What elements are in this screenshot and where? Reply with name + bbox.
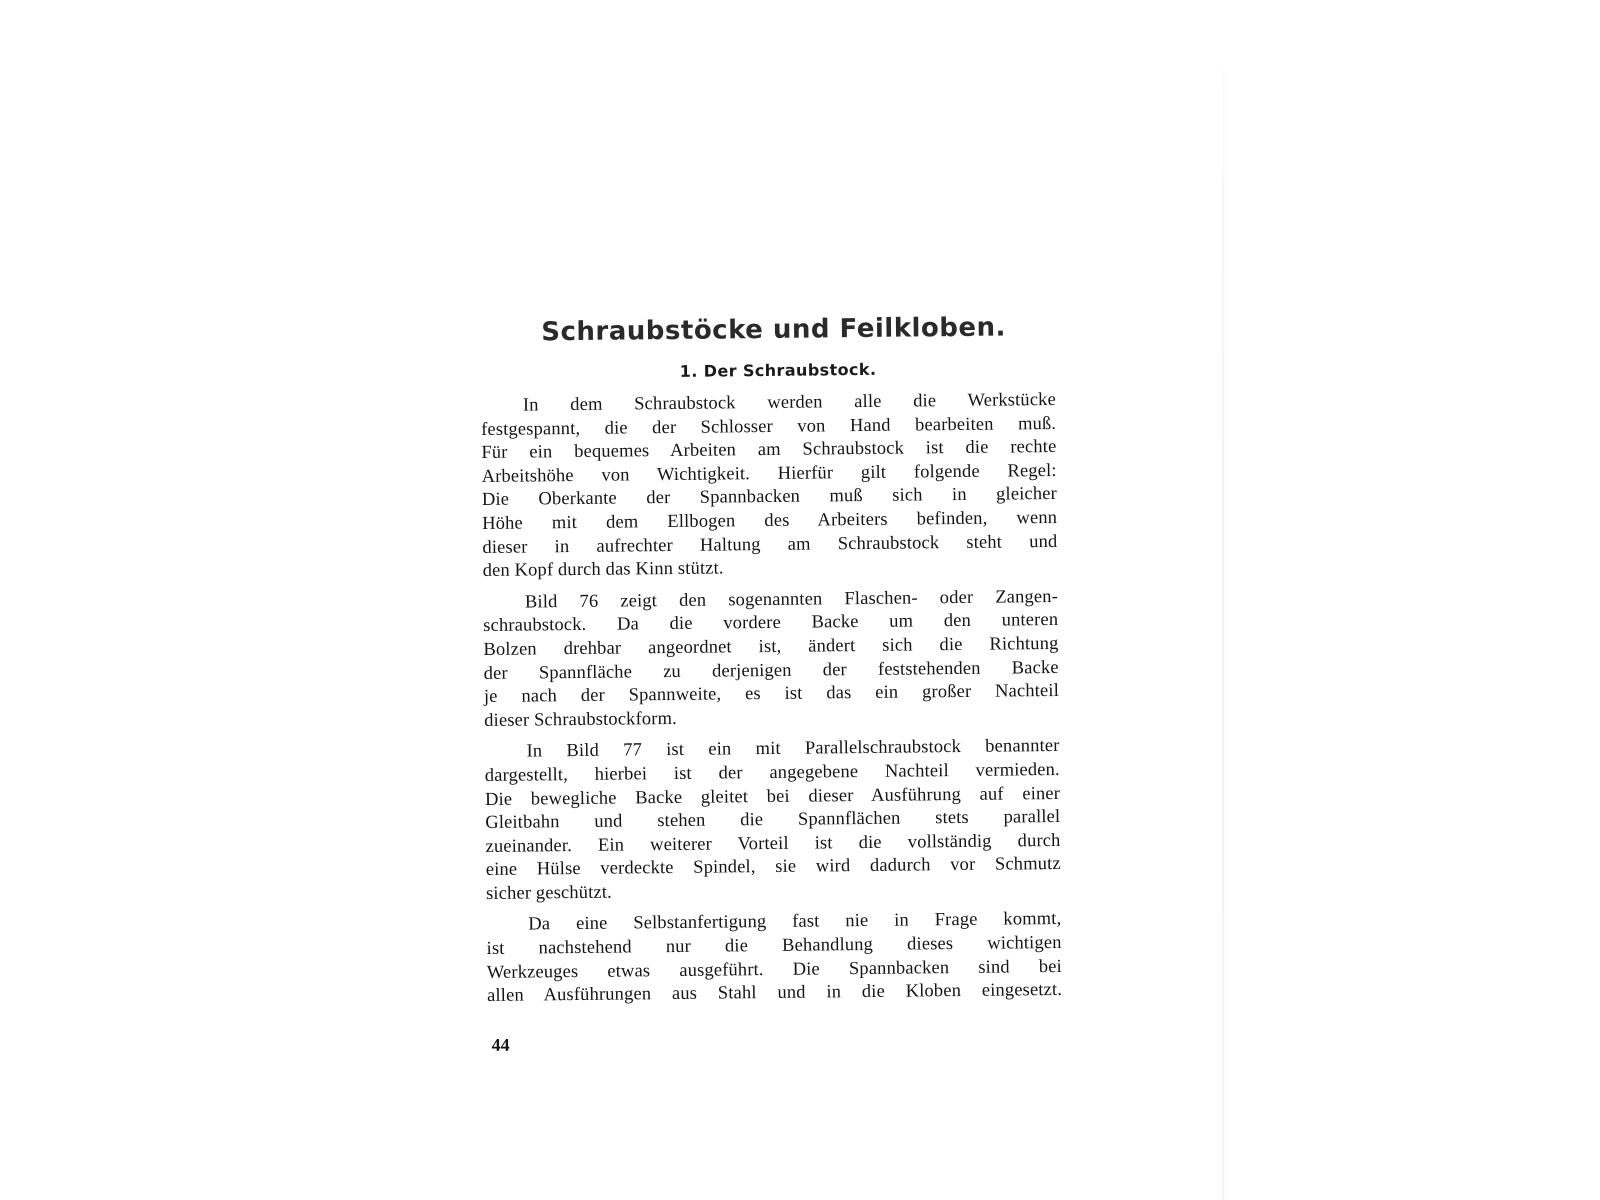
paragraph-3 [484, 735, 1061, 906]
paragraph-line: Höhe mit dem Ellbogen des Arbeiters befinden, wenn [482, 507, 1058, 534]
section-title: 1. Der Schraubstock. [679, 359, 877, 381]
paragraph-line: In Bild 77 ist ein mit Parallelschraubstock benannter [526, 736, 1060, 762]
paragraph-line: allen Ausführungen aus Stahl und in die Kloben eingesetzt. [486, 980, 1063, 1007]
paragraph-line: schraubstock. Da die vordere Backe um den unteren [483, 610, 1059, 637]
page-edge-shadow [1222, 70, 1224, 1200]
paragraph-line: Bolzen drehbar angeordnet ist, ändert sich die Richtung [483, 633, 1059, 660]
paragraph-line: Die Oberkante der Spannbacken muß sich in gleicher [481, 484, 1057, 511]
paragraph-line: sicher geschützt. [485, 882, 612, 904]
chapter-title: Schraubstöcke und Feilkloben. [541, 312, 1007, 348]
paragraph-line: zueinander. Ein weiterer Vorteil ist die vollständig durch [485, 830, 1061, 857]
paragraph-line: der Spannfläche zu derjenigen der feststehenden Backe [483, 657, 1059, 684]
paragraph-line: ist nachstehend nur die Behandlung dieses wichtigen [486, 933, 1062, 960]
paragraph-line: In dem Schraubstock werden alle die Werkstücke [522, 389, 1056, 416]
paragraph-1 [481, 389, 1058, 584]
page-edge-line [1226, 70, 1227, 1200]
paragraph-line: Werkzeuges etwas ausgeführt. Die Spannbacken sind bei [486, 956, 1062, 983]
paragraph-4 [486, 908, 1062, 1008]
paragraph-line: Arbeitshöhe von Wichtigkeit. Hierfür gilt folgende Regel: [481, 460, 1057, 487]
paragraph-line: eine Hülse verdeckte Spindel, sie wird dadurch vor Schmutz [485, 854, 1061, 881]
paragraph-line: Da eine Selbstanfertigung fast nie in Frage kommt, [528, 909, 1062, 935]
paragraph-line: Gleitbahn und stehen die Spannflächen stets parallel [485, 807, 1061, 834]
paragraph-line: je nach der Spannweite, es ist das ein großer Nachteil [483, 681, 1060, 708]
page-number: 44 [491, 1034, 510, 1055]
paragraph-line: Bild 76 zeigt den sogenannten Flaschen- oder Zangen- [524, 586, 1059, 613]
text-block [480, 312, 1063, 1056]
paragraph-2 [483, 586, 1059, 734]
paragraph-line: Für ein bequemes Arbeiten am Schraubstock ist die rechte [481, 437, 1057, 464]
paragraph-line: den Kopf durch das Kinn stützt. [482, 558, 724, 582]
paragraph-line: dieser in aufrechter Haltung am Schraubstock steht und [482, 531, 1058, 558]
paragraph-line: festgespannt, die der Schlosser von Hand bearbeiten muß. [481, 413, 1057, 440]
paragraph-line: dieser Schraubstockform. [484, 708, 677, 731]
paragraph-line: Die bewegliche Backe gleitet bei dieser Ausführung auf einer [484, 783, 1061, 810]
paragraph-line: dargestellt, hierbei ist der angegebene Nachteil vermieden. [484, 759, 1060, 786]
